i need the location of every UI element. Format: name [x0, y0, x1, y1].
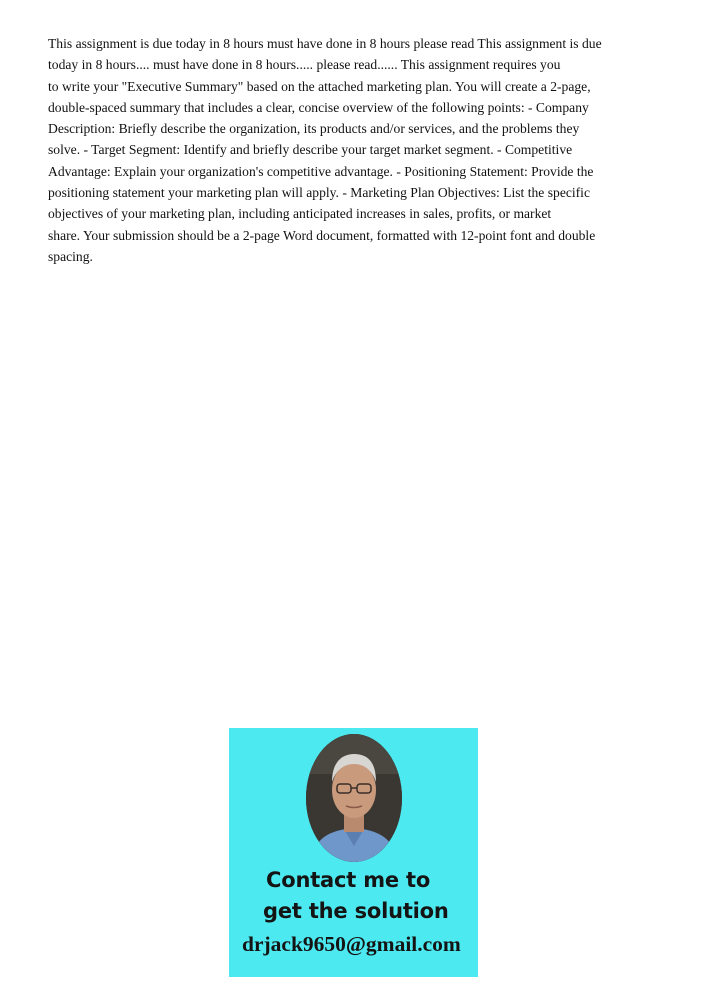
text-line: This assignment is due today in 8 hours must have done in 8 hours please read This assignment is due	[48, 36, 602, 51]
assignment-text	[48, 33, 644, 267]
text-line: share. Your submission should be a 2-page Word document, formatted with 12-point font and double	[48, 227, 596, 243]
contact-promo-banner	[229, 728, 478, 977]
cta-line-1: Contact me to	[266, 868, 431, 892]
text-line: double-spaced summary that includes a clear, concise overview of the following points: - Company	[48, 99, 589, 115]
text-line: to write your "Executive Summary" based on the attached marketing plan. You will create a 2-page,	[48, 78, 591, 94]
text-line: positioning statement your marketing plan will apply. - Marketing Plan Objectives: List the specific	[48, 185, 590, 201]
cta-line-2: get the solution	[263, 899, 449, 923]
text-line: solve. - Target Segment: Identify and briefly describe your target market segment. - Competitive	[48, 142, 573, 158]
portrait-photo	[306, 734, 402, 862]
text-line: Description: Briefly describe the organization, its products and/or services, and the problems they	[48, 121, 580, 137]
text-line: objectives of your marketing plan, including anticipated increases in sales, profits, or market	[48, 206, 552, 222]
text-line: spacing.	[48, 248, 93, 264]
text-line: Advantage: Explain your organization's competitive advantage. - Positioning Statement: Provide the	[48, 163, 594, 179]
text-line: today in 8 hours.... must have done in 8 hours..... please read...... This assignment requires you	[48, 57, 561, 73]
contact-email[interactable]: drjack9650@gmail.com	[242, 932, 461, 956]
